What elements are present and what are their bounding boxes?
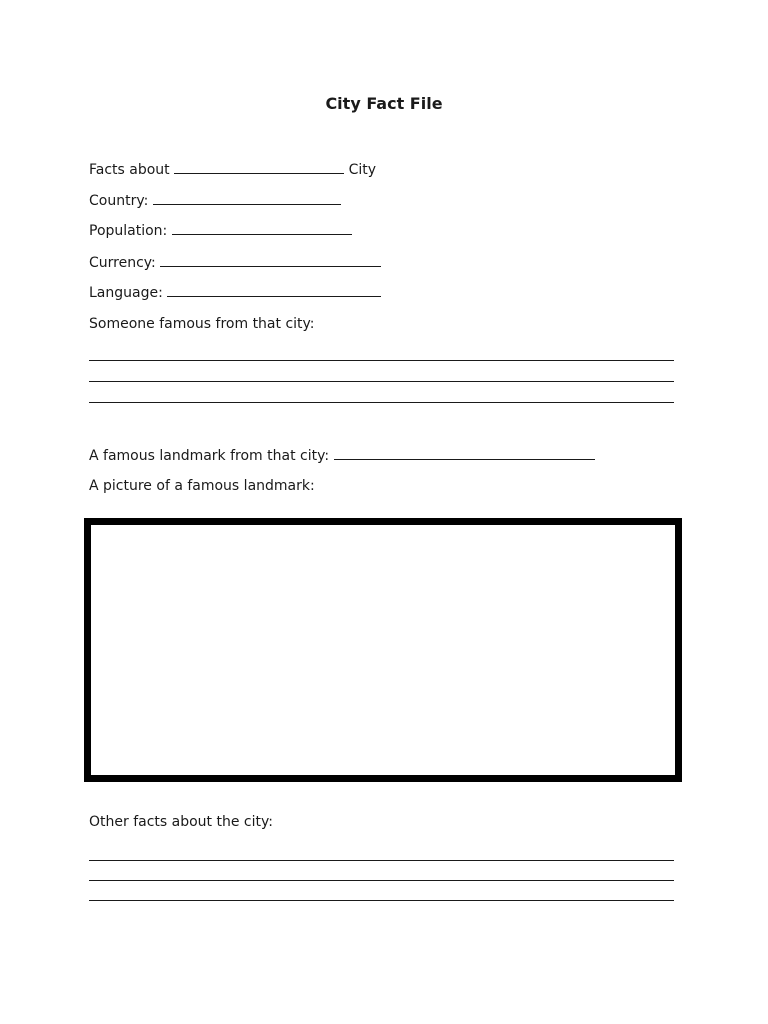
population-label: Population: bbox=[89, 223, 168, 239]
facts-about-suffix: City bbox=[348, 162, 377, 178]
city-name-blank[interactable] bbox=[174, 161, 344, 174]
currency-row bbox=[89, 254, 381, 272]
landmark-label: A famous landmark from that city: bbox=[89, 448, 330, 464]
other-facts-blank-2[interactable] bbox=[89, 880, 674, 881]
other-facts-label: Other facts about the city: bbox=[89, 814, 273, 830]
language-row bbox=[89, 284, 381, 302]
landmark-picture-box[interactable] bbox=[84, 518, 682, 782]
picture-label: A picture of a famous landmark: bbox=[89, 478, 315, 494]
country-label: Country: bbox=[89, 193, 149, 209]
population-row bbox=[89, 222, 352, 240]
country-blank[interactable] bbox=[153, 192, 341, 205]
facts-about-prefix: Facts about bbox=[89, 162, 170, 178]
language-label: Language: bbox=[89, 285, 163, 301]
population-blank[interactable] bbox=[172, 222, 352, 235]
other-facts-blank-3[interactable] bbox=[89, 900, 674, 901]
facts-about-row bbox=[89, 161, 376, 179]
famous-person-blank-3[interactable] bbox=[89, 402, 674, 403]
landmark-blank[interactable] bbox=[334, 447, 595, 460]
page-title: City Fact File bbox=[325, 94, 443, 113]
currency-blank[interactable] bbox=[160, 254, 381, 267]
landmark-row bbox=[89, 447, 595, 465]
famous-person-label: Someone famous from that city: bbox=[89, 316, 315, 332]
language-blank[interactable] bbox=[167, 284, 381, 297]
other-facts-blank-1[interactable] bbox=[89, 860, 674, 861]
currency-label: Currency: bbox=[89, 255, 156, 271]
famous-person-blank-1[interactable] bbox=[89, 360, 674, 361]
country-row bbox=[89, 192, 341, 210]
famous-person-blank-2[interactable] bbox=[89, 381, 674, 382]
